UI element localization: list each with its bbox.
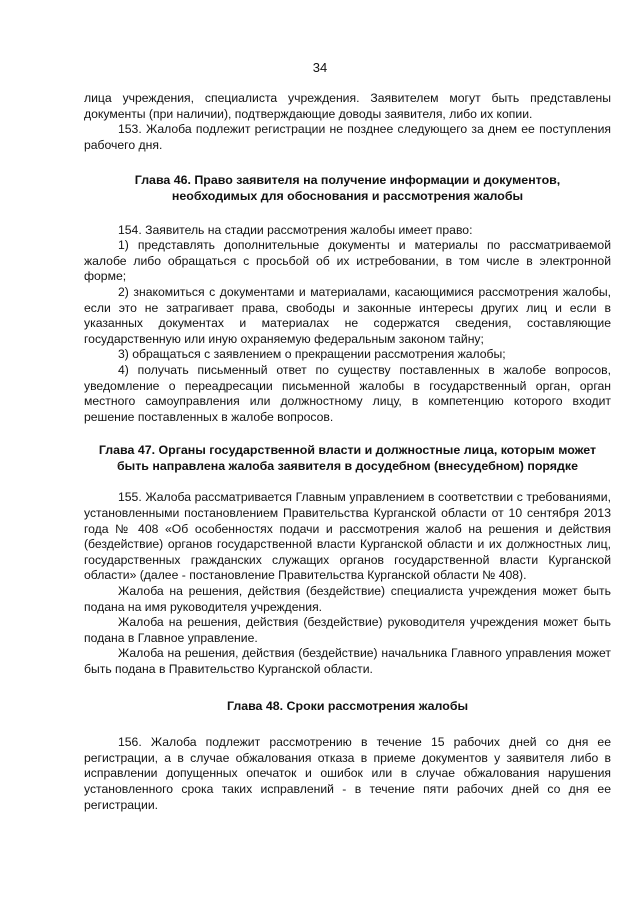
paragraph-complaint-head: Жалоба на решения, действия (бездействие) руководителя учреждения может быть подана в Главное управление.	[84, 615, 611, 645]
page-number: 34	[312, 60, 328, 75]
chapter-47-heading: Глава 47. Органы государственной власти и должностные лица, которым может быть направлена жалоба заявителя в досудебном (внесудебном) порядке	[98, 443, 597, 473]
paragraph-155: 155. Жалоба рассматривается Главным управлением в соответствии с требованиями, установленными постановлением Правительства Курганской области от 10 сентября 2013 года № 408 «Об особенностях подачи и рассмотрения жалоб на решения и действия (бездействие) органов государственной власти Курганской области и их должностных лиц, государственных гражданских служащих органов государственной власти Курганской области» (далее - постановление Правительства Курганской области № 408).	[84, 490, 611, 583]
document-body	[84, 91, 611, 813]
paragraph-153: 153. Жалоба подлежит регистрации не позднее следующего за днем ее поступления рабочего дня.	[84, 122, 611, 152]
paragraph-154: 154. Заявитель на стадии рассмотрения жалобы имеет право:	[118, 222, 473, 237]
chapter-48-heading: Глава 48. Сроки рассмотрения жалобы	[226, 698, 469, 713]
list-item-4: 4) получать письменный ответ по существу поставленных в жалобе вопросов, уведомление о переадресации письменной жалобы в государственный орган, орган местного самоуправления или должностному лицу, в компетенцию которого входит решение поставленных в жалобе вопросов.	[84, 362, 611, 424]
list-item-3: 3) обращаться с заявлением о прекращении рассмотрения жалобы;	[118, 347, 506, 362]
list-item-1: 1) представлять дополнительные документы и материалы по рассматриваемой жалобе либо обращаться с просьбой об их истребовании, в том числе в электронной форме;	[84, 238, 611, 284]
paragraph-complaint-specialist: Жалоба на решения, действия (бездействие) специалиста учреждения может быть подана на имя руководителя учреждения.	[84, 584, 611, 614]
chapter-46-heading: Глава 46. Право заявителя на получение информации и документов, необходимых для обоснования и рассмотрения жалобы	[134, 173, 561, 203]
list-item-2: 2) знакомиться с документами и материалами, касающимися рассмотрения жалобы, если это не затрагивает права, свободы и законные интересы других лиц и если в указанных документах и материалах не содержатся сведения, составляющие государственную или иную охраняемую федеральным законом тайну;	[84, 284, 611, 346]
paragraph-complaint-chief: Жалоба на решения, действия (бездействие) начальника Главного управления может быть подана в Правительство Курганской области.	[84, 646, 611, 676]
paragraph-156: 156. Жалоба подлежит рассмотрению в течение 15 рабочих дней со дня ее регистрации, а в случае обжалования отказа в приеме документов у заявителя либо в исправлении допущенных опечаток и ошибок или в случае обжалования нарушения установленного срока таких исправлений - в течение пяти рабочих дней со дня ее регистрации.	[84, 735, 611, 812]
paragraph-continuation: лица учреждения, специалиста учреждения. Заявителем могут быть представлены документы (при наличии), подтверждающие доводы заявителя, либо их копии.	[84, 91, 611, 121]
